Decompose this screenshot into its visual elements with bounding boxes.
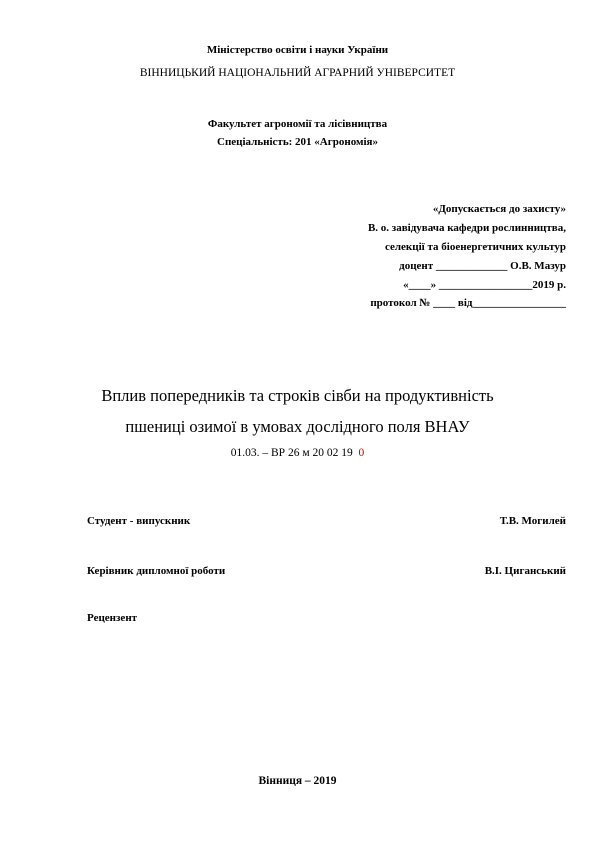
admission-heading: «Допускається до захисту»	[432, 203, 566, 215]
signature-line: доцент _____________ О.В. Мазур	[399, 260, 566, 272]
student-label: Студент - випускник	[87, 515, 191, 527]
date-line: «____» _________________2019 р.	[403, 279, 566, 291]
specialty-name: Спеціальність: 201 «Агрономія»	[217, 136, 378, 148]
protocol-line: протокол № ____ від_________________	[370, 297, 566, 309]
student-row	[87, 516, 566, 527]
supervisor-name: В.І. Циганський	[484, 565, 566, 577]
thesis-title-line-1: Вплив попередників та строків сівби на продуктивність	[101, 386, 494, 405]
position-line-2: селекції та біоенергетичних культур	[384, 241, 566, 253]
supervisor-row	[87, 566, 566, 577]
student-name: Т.В. Могилей	[499, 515, 566, 527]
reviewer-row	[87, 613, 566, 624]
reviewer-label: Рецензент	[87, 612, 138, 624]
position-line-1: В. о. завідувача кафедри рослинництва,	[367, 222, 566, 234]
thesis-title-line-2: пшениці озимої в умовах дослідного поля ВНАУ	[125, 417, 470, 436]
thesis-code	[0, 448, 595, 460]
city-year: Вінниця – 2019	[258, 775, 337, 787]
ministry-name: Міністерство освіти і науки України	[206, 44, 389, 56]
faculty-name: Факультет агрономії та лісівництва	[207, 118, 388, 130]
thesis-code-text: 01.03. – ВР 26 м 20 02 19	[230, 447, 353, 459]
supervisor-label: Керівник дипломної роботи	[87, 565, 226, 577]
thesis-code-suffix: 0	[358, 447, 365, 459]
university-name: ВІННИЦЬКИЙ НАЦІОНАЛЬНИЙ АГРАРНИЙ УНІВЕРСИТЕТ	[139, 67, 456, 79]
